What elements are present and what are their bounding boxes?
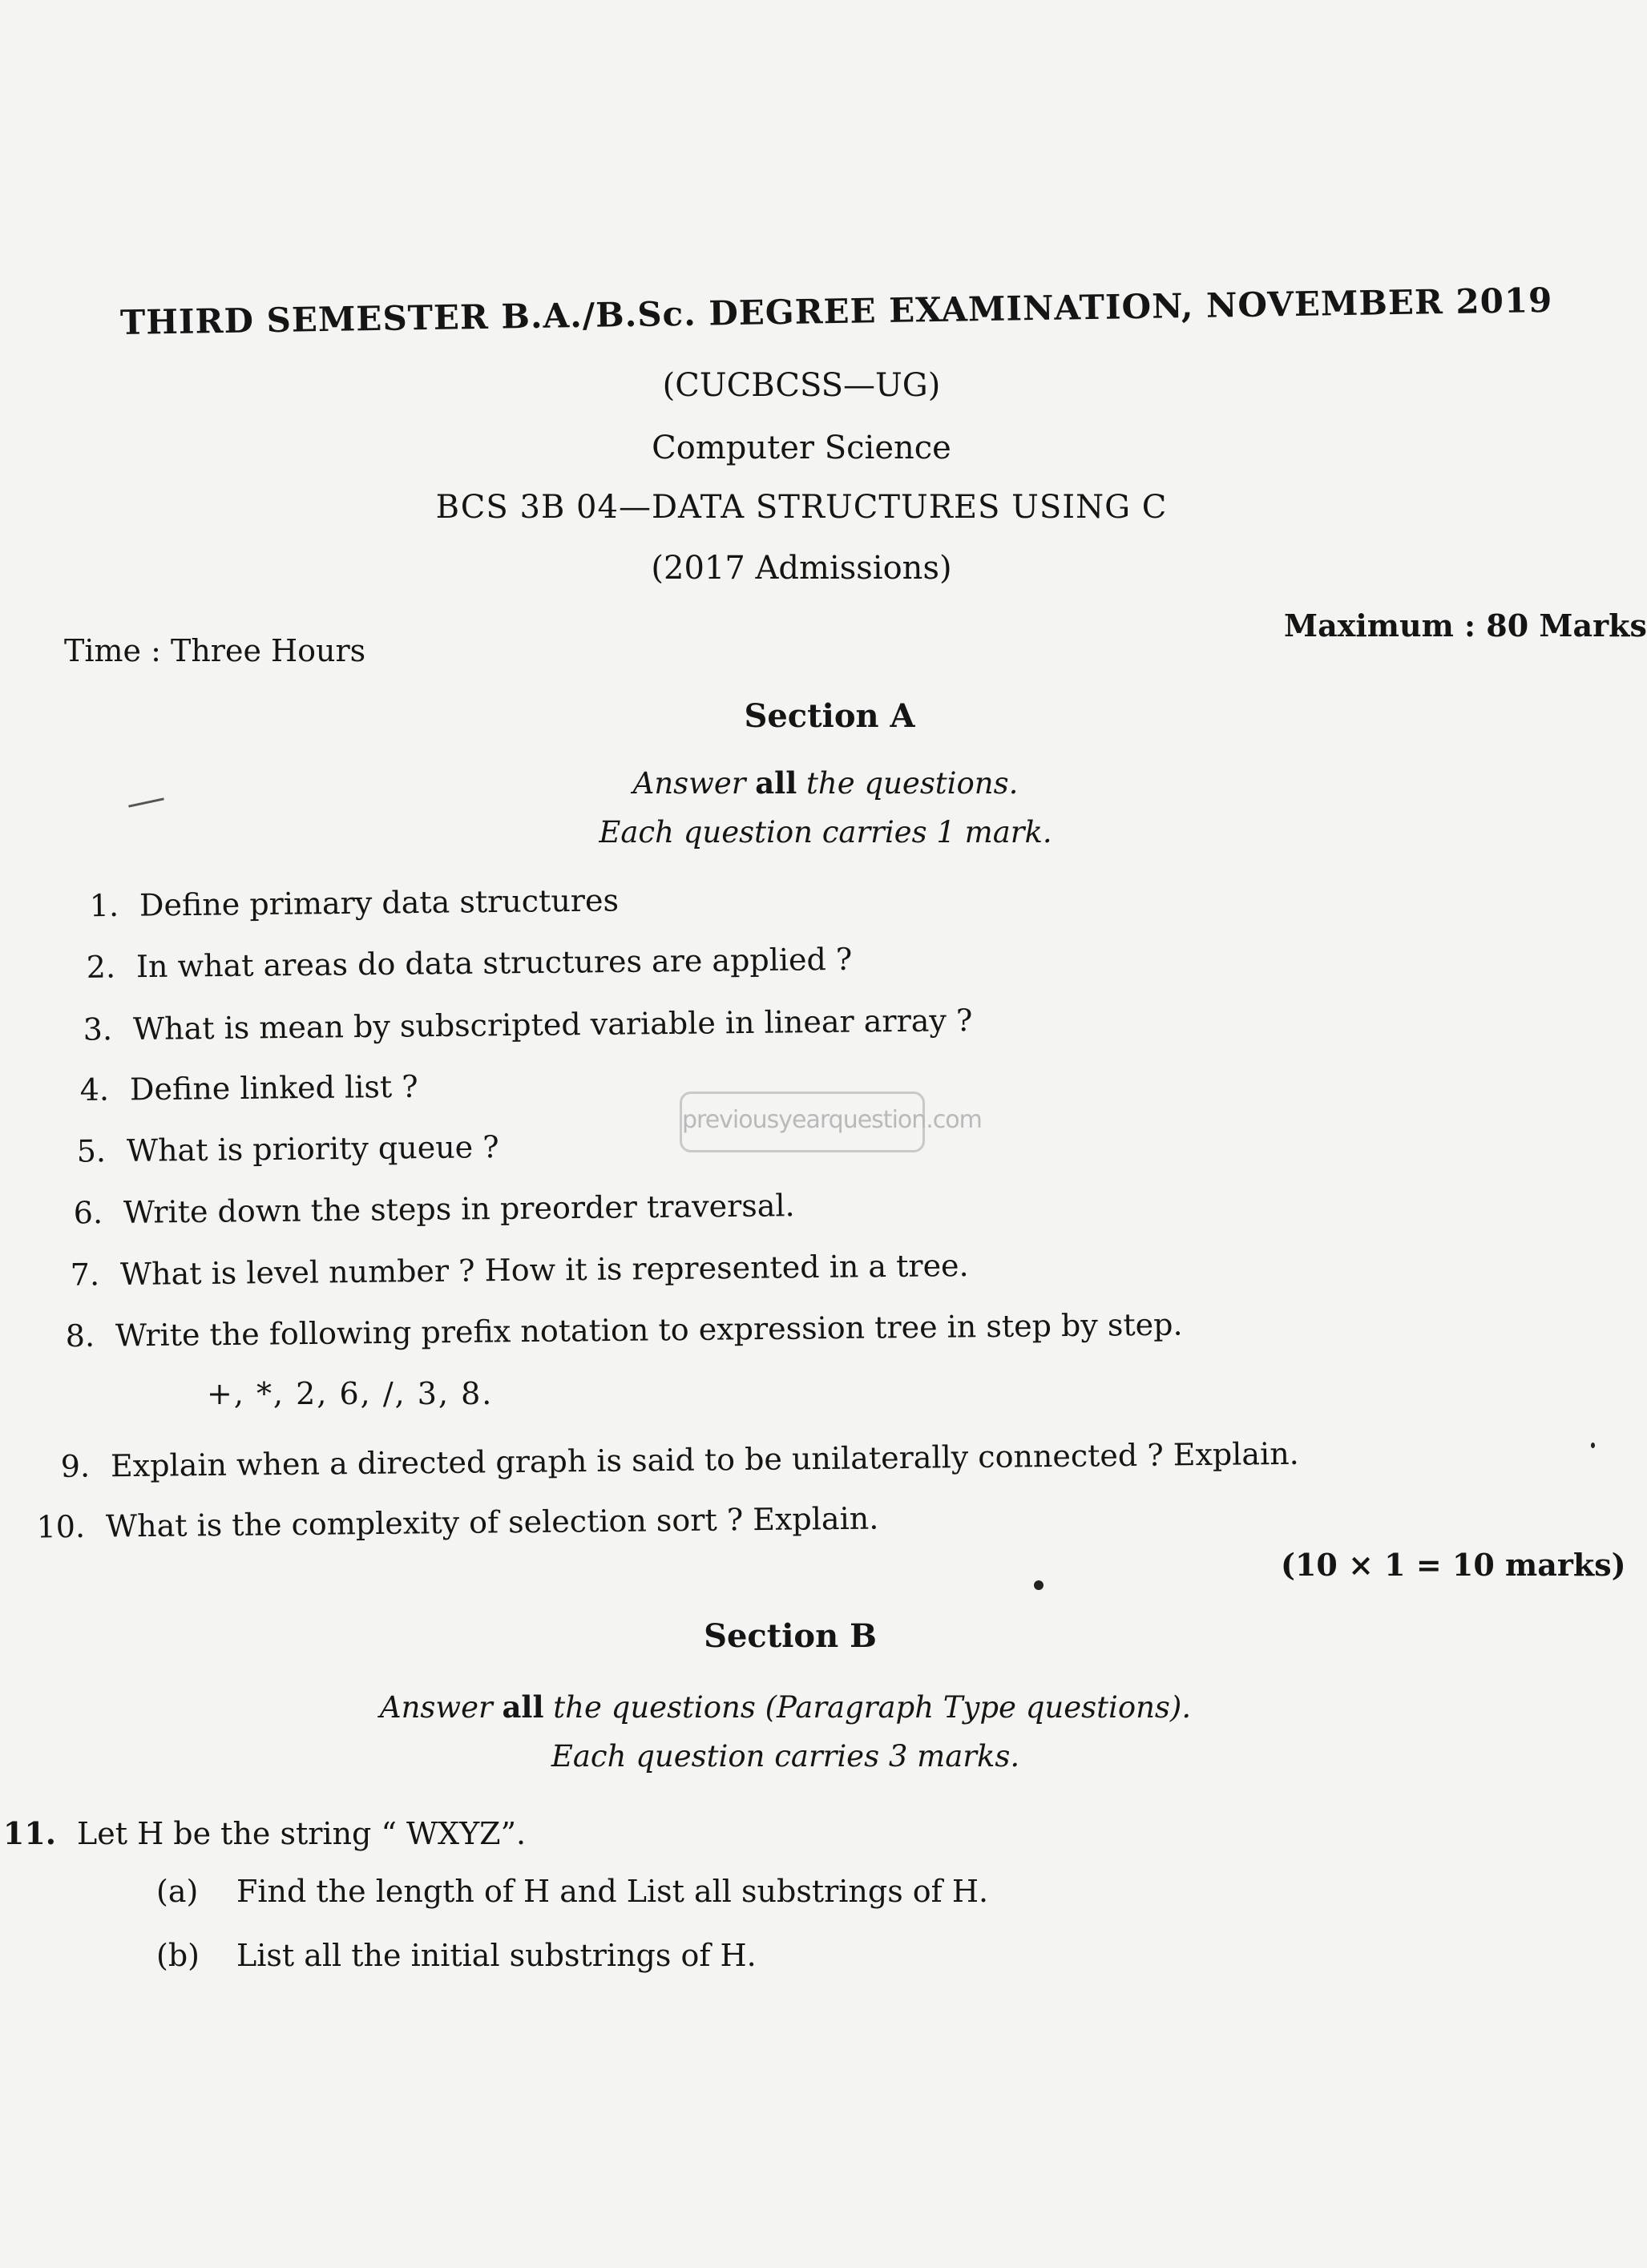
course-title: BCS 3B 04—DATA STRUCTURES USING C (435, 489, 1168, 526)
scan-speck (1591, 1443, 1595, 1448)
question-9: 9. Explain when a directed graph is said to be unilaterally connected ? Explain. (60, 1435, 1299, 1484)
admissions-label: (2017 Admissions) (651, 550, 952, 587)
question-11: 11. Let H be the string “ WXYZ”. (2, 1815, 527, 1851)
question-4: 4. Define linked list ? (79, 1068, 418, 1108)
question-8-expression: +, *, 2, 6, /, 3, 8. (207, 1376, 494, 1411)
section-b-heading: Section B (704, 1617, 877, 1655)
question-3: 3. What is mean by subscripted variable in linear array ? (83, 1003, 973, 1047)
question-1: 1. Define primary data structures (89, 882, 620, 924)
question-11-part-b: (b) List all the initial substrings of H. (156, 1938, 757, 1973)
question-10: 10. What is the complexity of selection sort ? Explain. (36, 1500, 879, 1545)
question-5: 5. What is priority queue ? (76, 1129, 499, 1169)
watermark-logo: previousyearquestion.com (680, 1092, 925, 1152)
section-a-marks: (10 × 1 = 10 marks) (1281, 1547, 1626, 1583)
question-8: 8. Write the following prefix notation to expression tree in step by step. (65, 1306, 1183, 1354)
scheme-label: (CUCBCSS—UG) (662, 367, 941, 404)
section-a-instruction-1: Answer all the questions. (632, 765, 1019, 801)
question-7: 7. What is level number ? How it is represented in a tree. (70, 1247, 969, 1293)
section-a-instruction-2: Each question carries 1 mark. (599, 815, 1052, 849)
section-a-heading: Section A (744, 697, 915, 735)
section-b-instruction-2: Each question carries 3 marks. (551, 1739, 1020, 1774)
question-11-part-a: (a) Find the length of H and List all substrings of H. (156, 1874, 989, 1909)
exam-title: THIRD SEMESTER B.A./B.Sc. DEGREE EXAMINATION, NOVEMBER 2019 (119, 280, 1553, 342)
subject-label: Computer Science (652, 430, 951, 466)
question-2: 2. In what areas do data structures are applied ? (86, 941, 853, 985)
section-b-instruction-1: Answer all the questions (Paragraph Type questions). (379, 1689, 1192, 1725)
time-label: Time : Three Hours (64, 633, 366, 668)
max-marks-label: Maximum : 80 Marks (1284, 607, 1647, 644)
question-6: 6. Write down the steps in preorder traversal. (73, 1188, 795, 1231)
scan-speck (1034, 1580, 1044, 1590)
